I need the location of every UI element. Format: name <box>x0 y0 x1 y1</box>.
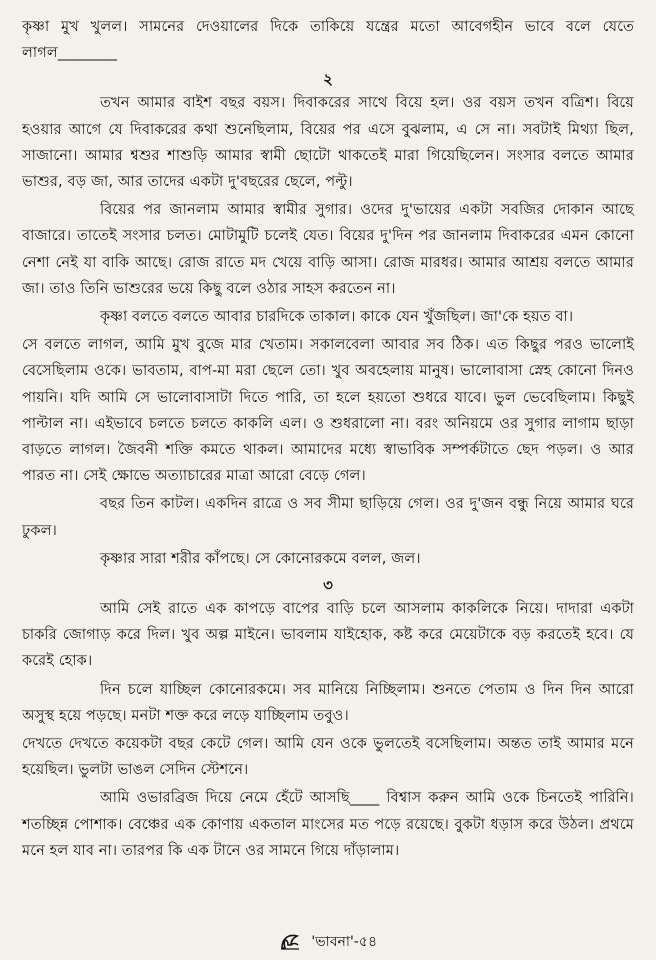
paragraph: বছর তিন কাটল। একদিন রাত্রে ও সব সীমা ছাড়িয়ে গেল। ওর দু'জন বন্ধু নিয়ে আমার ঘরে ঢুকল। <box>22 495 634 539</box>
paragraph: কৃষ্ণার সারা শরীর কাঁপছে। সে কোনোরকমে বলল, জল। <box>100 549 421 567</box>
paragraph: কৃষ্ণা মুখ খুলল। সামনের দেওয়ালের দিকে তাকিয়ে যন্ত্রের মতো আবেগহীন ভাবে বলে যেতে লাগল________ <box>22 18 634 62</box>
paragraph: আমি সেই রাতে এক কাপড়ে বাপের বাড়ি চলে আসলাম কাকলিকে নিয়ে। দাদারা একটা চাকরি জোগাড় করে দিল। খুব অল্প মাইনে। ভাবলাম যাইহোক, কষ্ট করে মেয়েটাকে বড় করতেই হবে। যে করেই হোক। <box>22 600 634 670</box>
paragraph: সে বলতে লাগল, আমি মুখ বুজে মার খেতাম। সকালবেলা আবার সব ঠিক। এত কিছুর পরও ভালোই বেসেছিলাম ওকে। ভাবতাম, বাপ-মা মরা ছেলে তো। খুব অবহেলায় মানুষ। ভালোবাসা স্নেহ কোনো দিনও পায়নি। যদি আমি সে ভালোবাসাটা দিতে পারি, তা হলে হয়তো শুধরে যাবে। ভুল ভেবেছিলাম। কিছুই পাল্টাল না। এইভাবে চলতে চলতে কাকলি এল। ও শুধরালো না। বরং অনিয়মে ওর সুগার লাগাম ছাড়া বাড়তে লাগল। জৈবনী শক্তি কমতে থাকল। আমাদের মধ্যে স্বাভাবিক সম্পর্কটাতে ছেদ পড়ল। ও আর পারত না। সেই ক্ষোভে অত্যাচারের মাত্রা আরো বেড়ে গেল। <box>22 336 634 485</box>
page-number-label: 'ভাবনা'-৫৪ <box>311 934 378 950</box>
paragraph: দিন চলে যাচ্ছিল কোনোরকমে। সব মানিয়ে নিচ্ছিলাম। শুনতে পেতাম ও দিন দিন আরো অসুস্থ হয়ে পড়ছে। মনটা শক্ত করে লড়ে যাচ্ছিলাম তবুও। <box>22 680 634 724</box>
section-number: ২ <box>323 70 333 89</box>
page-footer <box>0 932 656 952</box>
paragraph: বিয়ের পর জানলাম আমার স্বামীর সুগার। ওদের দু'ভায়ের একটা সবজির দোকান আছে বাজারে। তাতেই সংসার চলত। মোটামুটি চলেই যেত। বিয়ের দু'দিন পর জানলাম দিবাকরের এমন কোনো নেশা নেই যা বাকি আছে। রোজ রাতে মদ খেয়ে বাড়ি আসা। রোজ মারধর। আমার আশ্রয় বলতে আমার জা। তাও তিনি ভাশুরের ভয়ে কিছু বলে ওঠার সাহস করতেন না। <box>22 201 634 297</box>
paragraph: আমি ওভারব্রিজ দিয়ে নেমে হেঁটে আসছি____ বিশ্বাস করুন আমি ওকে চিনতেই পারিনি। শতচ্ছিন্ন পোশাক। বেঞ্চের এক কোণায় একতাল মাংসের মত পড়ে রয়েছে। বুকটা ধড়াস করে উঠল। প্রথমে মনে হল যাব না। তারপর কি এক টানে ওর সামনে গিয়ে দাঁড়ালাম। <box>22 789 634 859</box>
paragraph: কৃষ্ণা বলতে বলতে আবার চারদিকে তাকাল। কাকে যেন খুঁজছিল। জা'কে হয়ত বা। <box>100 308 574 326</box>
paragraph: দেখতে দেখতে কয়েকটা বছর কেটে গেল। আমি যেন ওকে ভুলতেই বসেছিলাম। অন্তত তাই আমার মনে হয়েছিল। ভুলটা ভাঙল সেদিন স্টেশনে। <box>22 735 634 779</box>
paragraph: তখন আমার বাইশ বছর বয়স। দিবাকরের সাথে বিয়ে হল। ওর বয়স তখন বত্রিশ। বিয়ে হওয়ার আগে যে দিবাকরের কথা শুনেছিলাম, বিয়ের পর এসে বুঝলাম, এ সে না। সবটাই মিথ্যা ছিল, সাজানো। আমার শ্বশুর শাশুড়ি আমার স্বামী ছোটো থাকতেই মারা গিয়েছিলেন। সংসার বলতে আমার ভাশুর, বড় জা, আর তাদের একটা দু'বছরের ছেলে, পল্টু। <box>22 94 634 191</box>
bhabna-logo-icon <box>279 932 301 952</box>
section-number: ৩ <box>323 576 333 595</box>
